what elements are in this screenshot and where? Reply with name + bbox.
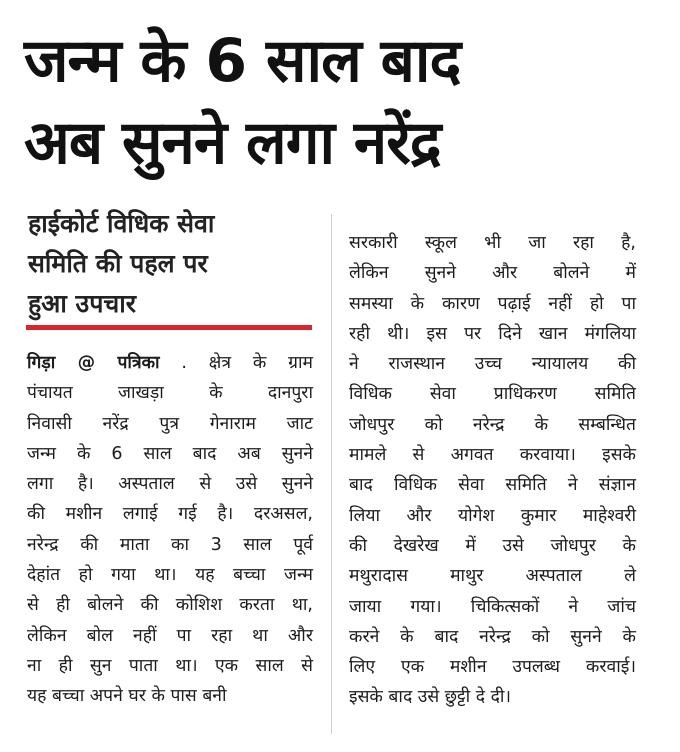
subheadline-line-3: हुआ उपचार (28, 289, 137, 318)
body-line: देहांत हो गया था। यह बच्चा जन्म (27, 565, 313, 586)
body-line: पंचायत जाखड़ा के दानपुरा (27, 383, 313, 404)
body-line: की देखरेख में उसे जोधपुर के (349, 535, 636, 556)
dateline: गिड़ा @ पत्रिका (27, 353, 160, 373)
body-line: इसके बाद उसे छुट्टी दे दी। (349, 687, 512, 708)
body-line: विधिक सेवा प्राधिकरण समिति (349, 384, 636, 405)
headline-line-1: जन्म के 6 साल बाद (24, 26, 461, 96)
body-line: निवासी नरेंद्र पुत्र गेनाराम जाट (27, 413, 313, 434)
body-line: जाया गया। चिकित्सकों ने जांच (349, 596, 636, 617)
body-line: जोधपुर को नरेन्द्र के सम्बन्धित (349, 414, 636, 435)
body-line (27, 348, 313, 378)
body-line: यह बच्चा अपने घर के पास बनी (27, 686, 227, 707)
body-line: लेकिन बोल नहीं पा रहा था और (27, 625, 313, 646)
body-line: से ही बोलने की कोशिश करता था, (27, 595, 313, 616)
body-line: की मशीन लगाई गई है। दरअसल, (27, 504, 313, 525)
body-line: लगा है। अस्पताल से उसे सुनने (27, 474, 313, 495)
body-line: सरकारी स्कूल भी जा रहा है, (349, 233, 636, 253)
article-column-left (27, 348, 313, 712)
body-line: ने राजस्थान उच्च न्यायालय की (349, 354, 636, 375)
headline (24, 20, 664, 184)
body-line: ना ही सुन पाता था। एक साल से (27, 655, 313, 676)
column-divider (331, 214, 332, 734)
article-column-right (349, 228, 636, 713)
body-line: रही थी। इस पर दिने खान मंगलिया (349, 323, 636, 344)
body-line-text: . क्षेत्र के ग्राम (181, 353, 313, 373)
subheadline-line-1: हाईकोर्ट विधिक सेवा (28, 209, 215, 238)
subheadline-line-2: समिति की पहल पर (28, 249, 208, 278)
body-line: करने के बाद नरेन्द्र को सुनने के (349, 626, 636, 647)
headline-line-2: अब सुनने लगा नरेंद्र (24, 108, 441, 178)
body-line: लेकिन सुनने और बोलने में (349, 263, 636, 284)
body-line: मामले से अगवत करवाया। इसके (349, 445, 636, 466)
body-line: समस्या के कारण पढ़ाई नहीं हो पा (349, 293, 636, 314)
body-line: लिया और योगेश कुमार माहेश्वरी (349, 505, 636, 526)
body-line: बाद विधिक सेवा समिति ने संज्ञान (349, 475, 636, 496)
body-line: नरेन्द्र की माता का 3 साल पूर्व (27, 534, 313, 555)
subheadline (28, 204, 328, 324)
body-line: मथुरादास माथुर अस्पताल ले (349, 566, 636, 587)
body-line: जन्म के 6 साल बाद अब सुनने (27, 443, 313, 464)
red-accent-rule (26, 325, 312, 330)
body-line: लिए एक मशीन उपलब्ध करवाई। (349, 657, 636, 678)
